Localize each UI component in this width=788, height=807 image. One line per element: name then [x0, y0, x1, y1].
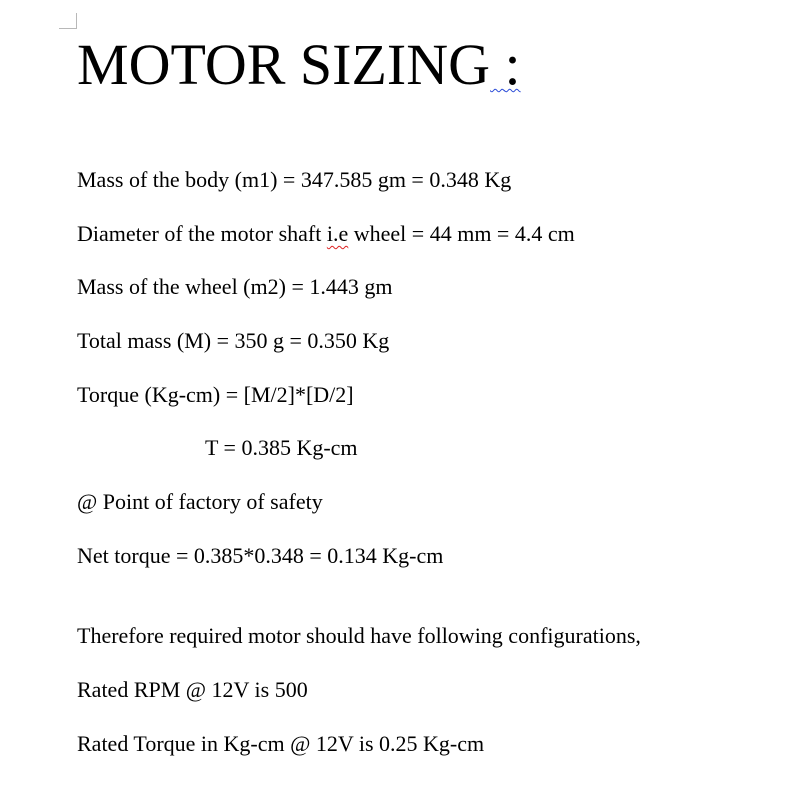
- title-spellcheck-span: [490, 32, 521, 97]
- therefore-line: Therefore required motor should have following configurations,: [77, 623, 641, 648]
- ie-spellcheck-word: i.e: [326, 221, 349, 246]
- torque-formula-line: Torque (Kg-cm) = [M/2]*[D/2]: [77, 382, 354, 407]
- title-text: MOTOR SIZING: [77, 32, 490, 97]
- page-corner-marker: [59, 13, 77, 29]
- diameter-line: Diameter of the motor shaft i.e wheel = 44 mm = 4.4 cm: [77, 221, 575, 246]
- rated-rpm-line: Rated RPM @ 12V is 500: [77, 677, 308, 702]
- total-mass-line: Total mass (M) = 350 g = 0.350 Kg: [77, 328, 390, 353]
- safety-line: @ Point of factory of safety: [77, 489, 323, 514]
- title-colon: :: [504, 32, 521, 97]
- mass-wheel-line: Mass of the wheel (m2) = 1.443 gm: [77, 274, 393, 299]
- mass-body-line: Mass of the body (m1) = 347.585 gm = 0.348 Kg: [77, 167, 512, 192]
- document-title: [77, 32, 521, 98]
- torque-value-line: T = 0.385 Kg-cm: [205, 435, 358, 460]
- net-torque-line: Net torque = 0.385*0.348 = 0.134 Kg-cm: [77, 543, 444, 568]
- rated-torque-line: Rated Torque in Kg-cm @ 12V is 0.25 Kg-cm: [77, 731, 485, 756]
